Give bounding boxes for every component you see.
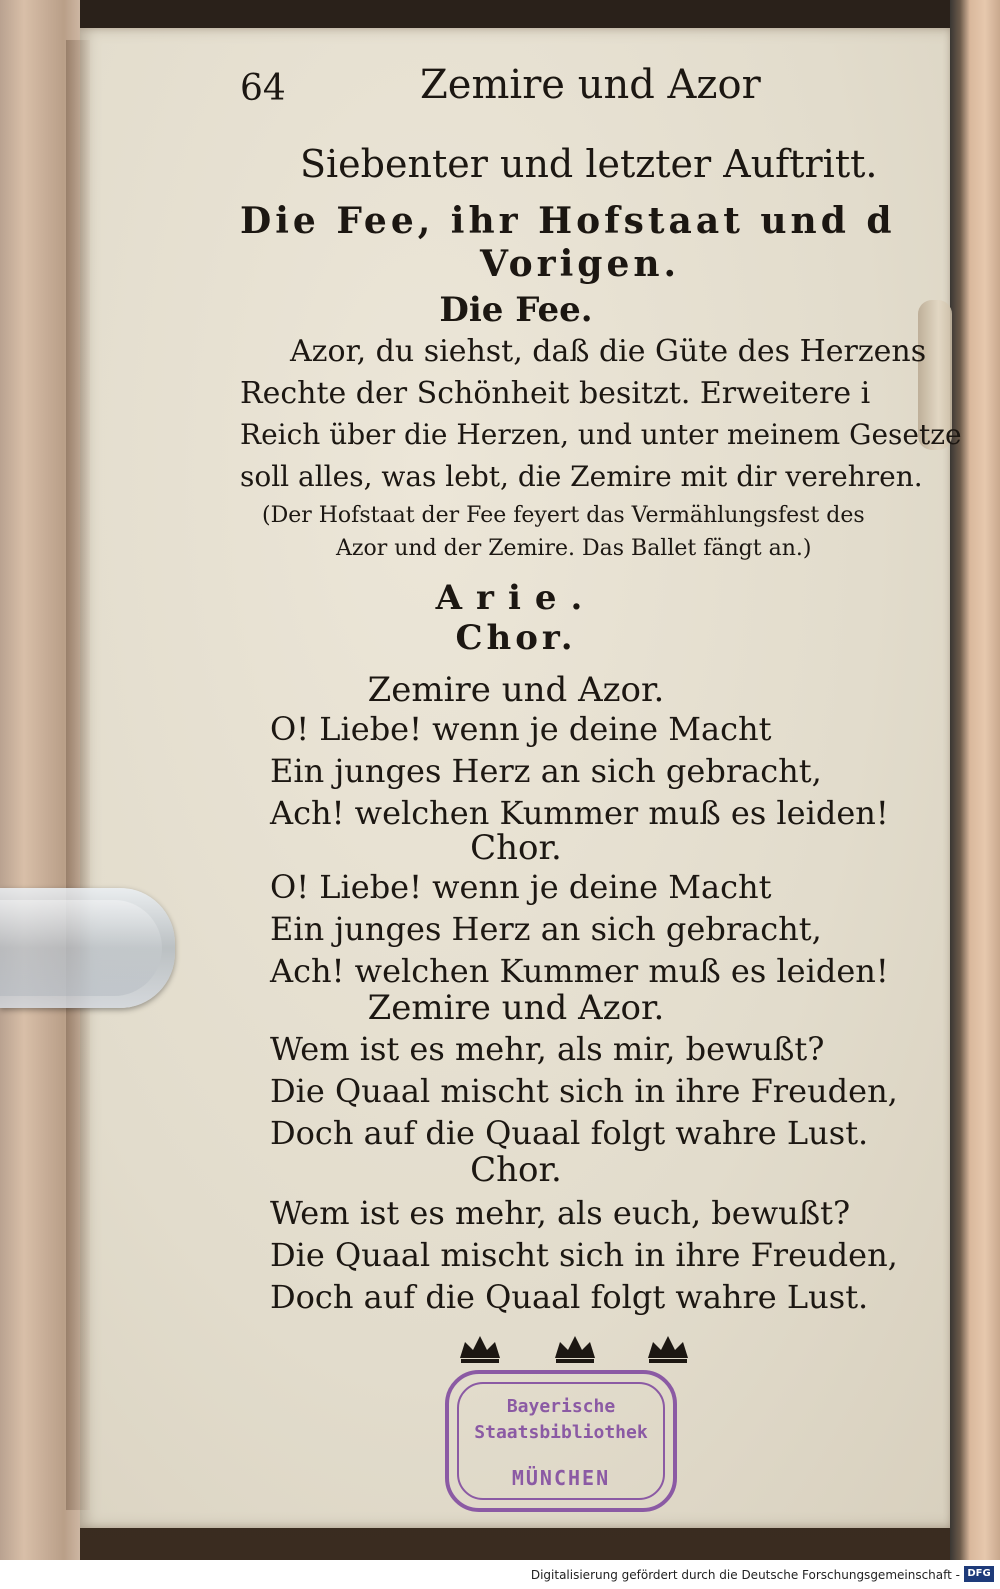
stamp-line: Bayerische	[506, 1396, 616, 1417]
verse-line: Ach! welchen Kummer muß es leiden!	[270, 794, 889, 832]
page-number: 64	[240, 68, 286, 109]
verse-line: Wem ist es mehr, als euch, bewußt?	[270, 1194, 851, 1232]
crown-icon	[648, 1336, 688, 1363]
library-stamp	[445, 1370, 677, 1512]
verse-speaker: Chor.	[470, 828, 562, 868]
persons-line-1: Die Fee, ihr Hofstaat und d	[240, 200, 896, 242]
stamp-line: Staatsbibliothek	[474, 1422, 648, 1443]
verse-speaker: Zemire und Azor.	[367, 670, 665, 710]
verse-speaker: Chor.	[470, 1150, 562, 1190]
verse-line: O! Liebe! wenn je deine Macht	[270, 868, 772, 906]
crown-ornament-icon	[455, 1328, 695, 1368]
speaker-fee: Die Fee.	[439, 290, 593, 330]
crown-icon	[555, 1336, 595, 1363]
verse-line: Ein junges Herz an sich gebracht,	[270, 910, 822, 948]
verse-line: Die Quaal mischt sich in ihre Freuden,	[270, 1236, 898, 1274]
verse-line: O! Liebe! wenn je deine Macht	[270, 710, 772, 748]
verse-line: Ach! welchen Kummer muß es leiden!	[270, 952, 889, 990]
verse-line: Ein junges Herz an sich gebracht,	[270, 752, 822, 790]
stage-direction: Azor und der Zemire. Das Ballet fängt an.)	[336, 536, 812, 561]
arie-heading: Arie.	[435, 578, 597, 618]
verse-line: Wem ist es mehr, als mir, bewußt?	[270, 1030, 825, 1068]
digitization-credit: Digitalisierung gefördert durch die Deutsche Forschungsgemeinschaft -	[530, 1568, 960, 1582]
running-title: Zemire und Azor	[420, 62, 761, 108]
right-book-edge	[950, 0, 1000, 1560]
speech-line: Reich über die Herzen, und unter meinem Gesetze	[240, 418, 962, 451]
speech-line: Azor, du siehst, daß die Güte des Herzens	[290, 334, 927, 369]
speech-line: Rechte der Schönheit besitzt. Erweitere i	[240, 376, 871, 411]
persons-line-2: Vorigen.	[480, 243, 681, 285]
verse-line: Die Quaal mischt sich in ihre Freuden,	[270, 1072, 898, 1110]
stage-direction: (Der Hofstaat der Fee feyert das Vermählungsfest des	[262, 503, 865, 528]
stamp-line: MÜNCHEN	[511, 1466, 611, 1490]
page-clip-highlight	[0, 900, 162, 996]
verse-speaker: Zemire und Azor.	[367, 988, 665, 1028]
page-gutter	[66, 40, 90, 1510]
speech-line: soll alles, was lebt, die Zemire mit dir verehren.	[240, 460, 923, 493]
dfg-logo: DFG	[964, 1566, 994, 1582]
verse-line: Doch auf die Quaal folgt wahre Lust.	[270, 1114, 869, 1152]
crown-icon	[460, 1336, 500, 1363]
chor-heading: Chor.	[455, 618, 577, 658]
scene-title: Siebenter und letzter Auftritt.	[300, 142, 878, 186]
verse-line: Doch auf die Quaal folgt wahre Lust.	[270, 1278, 869, 1316]
